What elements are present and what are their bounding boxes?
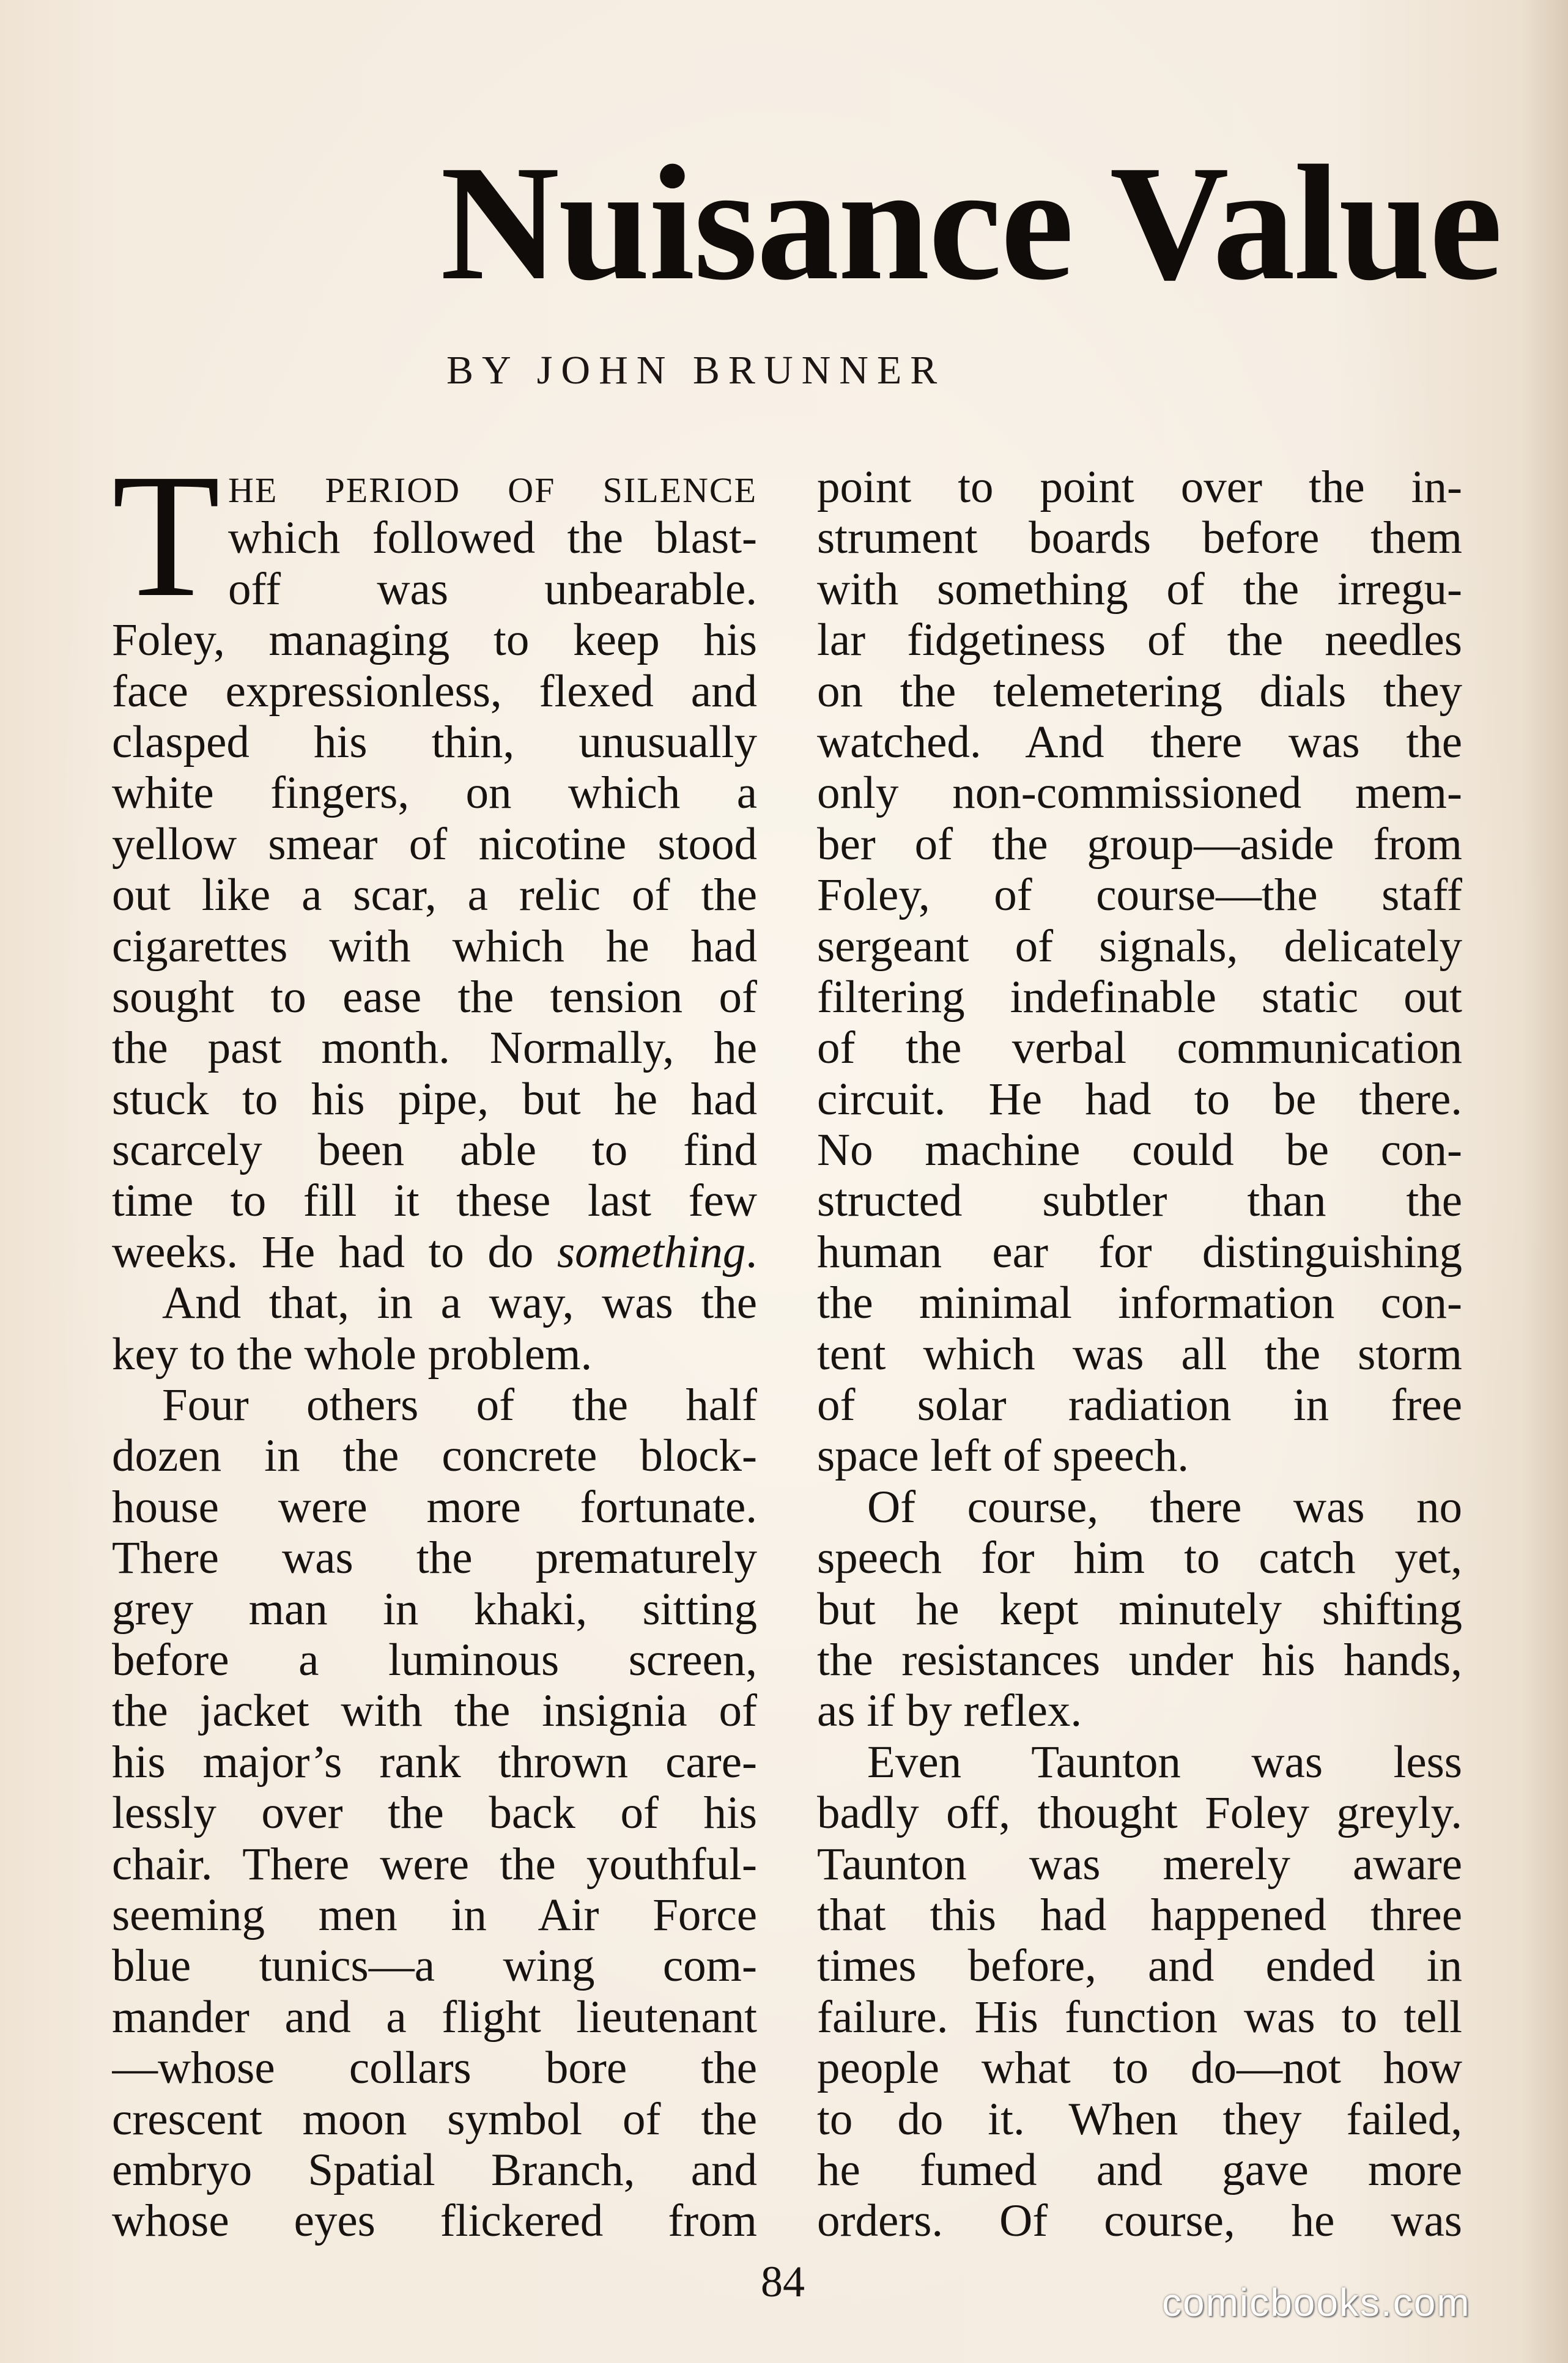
text-line: human ear for distinguishing xyxy=(817,1226,1462,1278)
text-line: his major’s rank thrown care- xyxy=(112,1736,757,1788)
text-line: chair. There were the youthful- xyxy=(112,1838,757,1890)
text-line: blue tunics—a wing com- xyxy=(112,1940,757,1992)
text-line: And that, in a way, was the xyxy=(162,1278,757,1329)
text-line: he fumed and gave more xyxy=(817,2144,1462,2195)
text-line: to do it. When they failed, xyxy=(817,2093,1462,2145)
text-run: weeks. He had to do xyxy=(112,1226,557,1278)
right-column xyxy=(817,462,1462,2247)
left-column xyxy=(112,462,757,2247)
text-line: clasped his thin, unusually xyxy=(112,716,757,767)
text-line: whose eyes flickered from xyxy=(112,2195,757,2247)
text-line: face expressionless, flexed and xyxy=(112,665,757,717)
text-line: Foley, managing to keep his xyxy=(112,615,757,666)
text-line: There was the prematurely xyxy=(112,1533,757,1584)
text-line: of solar radiation in free xyxy=(817,1380,1462,1431)
text-line: sought to ease the tension of xyxy=(112,971,757,1022)
text-line: times before, and ended in xyxy=(817,1940,1462,1992)
text-line: grey man in khaki, sitting xyxy=(112,1583,757,1635)
text-line: the jacket with the insignia of xyxy=(112,1685,757,1737)
text-line: cigarettes with which he had xyxy=(112,920,757,972)
text-line: that this had happened three xyxy=(817,1889,1462,1940)
text-line: orders. Of course, he was xyxy=(817,2195,1462,2247)
text-line: off was unbearable. xyxy=(228,563,757,615)
text-line: house were more fortunate. xyxy=(112,1481,757,1533)
text-line: tent which was all the storm xyxy=(817,1328,1462,1380)
article-title: Nuisance Value xyxy=(440,131,1501,314)
text-line: —whose collars bore the xyxy=(112,2043,757,2094)
drop-cap: T xyxy=(112,465,221,612)
opening-smallcaps: HE PERIOD OF SILENCE xyxy=(228,470,757,510)
page-number: 84 xyxy=(761,2257,805,2306)
text-line: Foley, of course—the staff xyxy=(817,870,1462,921)
text-line: sergeant of signals, delicately xyxy=(817,920,1462,972)
text-line: but he kept minutely shifting xyxy=(817,1583,1462,1635)
text-line: on the telemetering dials they xyxy=(817,665,1462,717)
text-line: failure. His function was to tell xyxy=(817,1991,1462,2043)
text-line: lar fidgetiness of the needles xyxy=(817,615,1462,666)
text-line: Four others of the half xyxy=(162,1380,757,1431)
text-run: . xyxy=(745,1226,757,1278)
text-line: circuit. He had to be there. xyxy=(817,1073,1462,1125)
text-line: as if by reflex. xyxy=(817,1685,1082,1737)
text-line: embryo Spatial Branch, and xyxy=(112,2144,757,2195)
text-line: with something of the irregu- xyxy=(817,563,1462,615)
text-line: No machine could be con- xyxy=(817,1125,1462,1176)
text-line: time to fill it these last few xyxy=(112,1175,757,1227)
text-line: ber of the group—aside from xyxy=(817,818,1462,870)
text-line: point to point over the in- xyxy=(817,462,1462,512)
text-line: only non-commissioned mem- xyxy=(817,767,1462,819)
italic-word: something xyxy=(557,1226,746,1278)
text-line: seeming men in Air Force xyxy=(112,1889,757,1940)
text-line: mander and a flight lieutenant xyxy=(112,1991,757,2043)
text-line: yellow smear of nicotine stood xyxy=(112,818,757,870)
text-line: speech for him to catch yet, xyxy=(817,1533,1462,1584)
text-line: the minimal information con- xyxy=(817,1278,1462,1329)
text-line: of the verbal communication xyxy=(817,1022,1462,1074)
text-line: people what to do—not how xyxy=(817,2043,1462,2094)
text-line: lessly over the back of his xyxy=(112,1788,757,1839)
text-line: structed subtler than the xyxy=(817,1175,1462,1227)
text-line: key to the whole problem. xyxy=(112,1328,593,1380)
text-line xyxy=(112,1227,757,1278)
text-line: white fingers, on which a xyxy=(112,767,757,819)
text-line: scarcely been able to find xyxy=(112,1125,757,1176)
text-line: filtering indefinable static out xyxy=(817,971,1462,1022)
text-line: dozen in the concrete block- xyxy=(112,1430,757,1482)
text-line: out like a scar, a relic of the xyxy=(112,870,757,921)
site-watermark: comicbooks.com xyxy=(1162,2280,1471,2324)
text-line: strument boards before them xyxy=(817,512,1462,564)
article-byline: BY JOHN BRUNNER xyxy=(446,348,946,393)
text-line: Taunton was merely aware xyxy=(817,1838,1462,1890)
text-line: before a luminous screen, xyxy=(112,1634,757,1685)
text-line: space left of speech. xyxy=(817,1430,1189,1482)
text-line: badly off, thought Foley greyly. xyxy=(817,1788,1462,1839)
text-line: which followed the blast- xyxy=(228,512,757,564)
text-line: watched. And there was the xyxy=(817,716,1462,767)
text-line: Even Taunton was less xyxy=(867,1736,1462,1788)
text-line: stuck to his pipe, but he had xyxy=(112,1073,757,1125)
text-line: the past month. Normally, he xyxy=(112,1022,757,1074)
text-line: crescent moon symbol of the xyxy=(112,2093,757,2145)
text-line: the resistances under his hands, xyxy=(817,1634,1462,1685)
text-line: Of course, there was no xyxy=(867,1481,1462,1533)
